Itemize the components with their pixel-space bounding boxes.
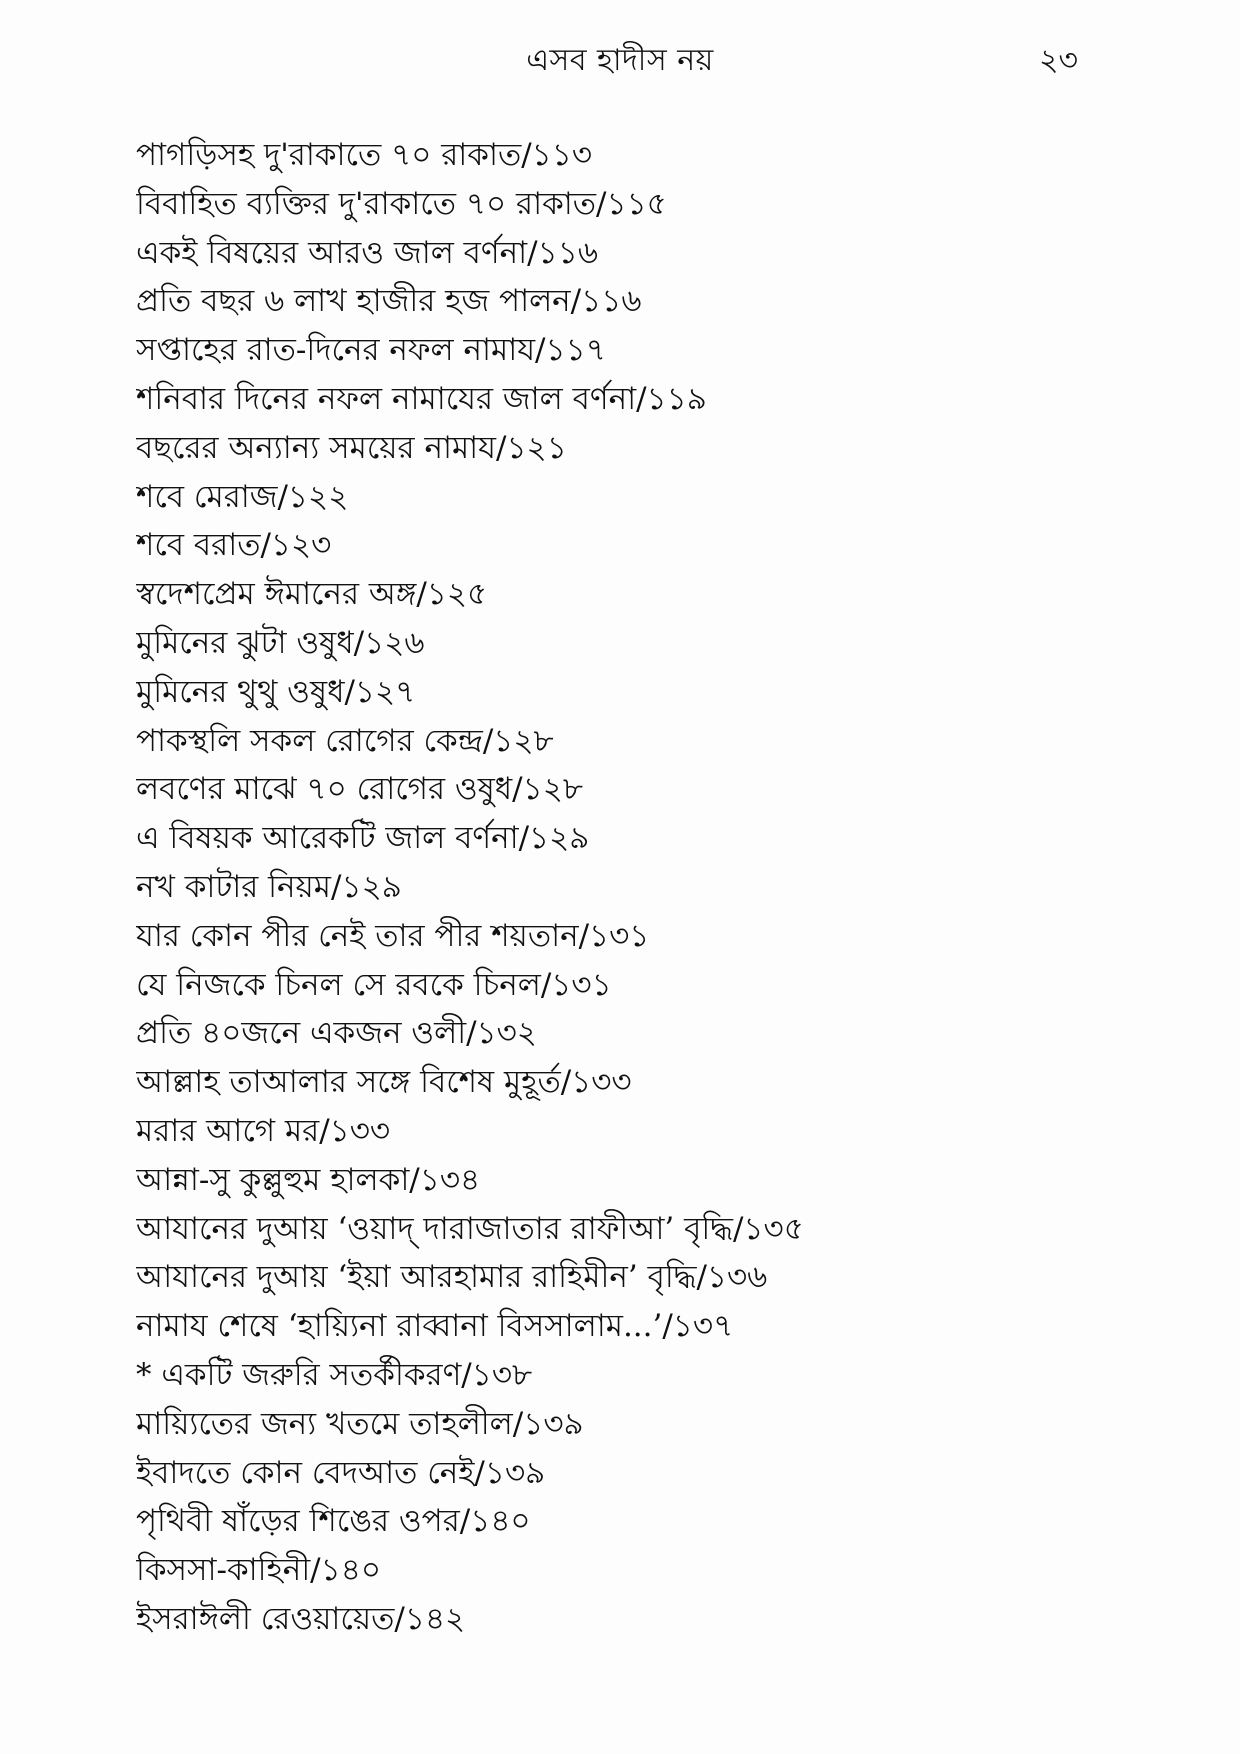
contents-entry: যে নিজকে চিনল সে রবকে চিনল/১৩১ bbox=[136, 966, 612, 1003]
contents-entry: যার কোন পীর নেই তার পীর শয়তান/১৩১ bbox=[136, 917, 650, 954]
contents-entry: ইসরাঈলী রেওয়ায়েত/১৪২ bbox=[136, 1600, 466, 1637]
contents-entry: আন্না-সু কুল্লুহুম হালকা/১৩৪ bbox=[136, 1161, 481, 1198]
contents-entry: মুমিনের থুথু ওষুধ/১২৭ bbox=[136, 673, 416, 710]
contents-entry: মুমিনের ঝুটা ওষুধ/১২৬ bbox=[136, 624, 425, 661]
contents-entry: বছরের অন্যান্য সময়ের নামায/১২১ bbox=[136, 429, 567, 466]
contents-entry: * একটি জরুরি সতর্কীকরণ/১৩৮ bbox=[136, 1356, 533, 1393]
contents-entry: পাকস্থলি সকল রোগের কেন্দ্র/১২৮ bbox=[136, 722, 554, 759]
contents-entry: শনিবার দিনের নফল নামাযের জাল বর্ণনা/১১৯ bbox=[136, 380, 707, 417]
running-header bbox=[0, 36, 1240, 86]
contents-entry: আযানের দুআয় ‘ওয়াদ্‌ দারাজাতার রাফীআ’ বৃদ্ধি/১৩৫ bbox=[136, 1210, 804, 1247]
contents-entry: মরার আগে মর/১৩৩ bbox=[136, 1112, 391, 1149]
contents-entry: সপ্তাহের রাত-দিনের নফল নামায/১১৭ bbox=[136, 332, 606, 369]
contents-entry: লবণের মাঝে ৭০ রোগের ওষুধ/১২৮ bbox=[136, 771, 584, 808]
contents-entry: কিসসা-কাহিনী/১৪০ bbox=[136, 1552, 382, 1589]
contents-entry: নখ কাটার নিয়ম/১২৯ bbox=[136, 868, 402, 905]
contents-entry: বিবাহিত ব্যক্তির দু'রাকাতে ৭০ রাকাত/১১৫ bbox=[136, 185, 667, 222]
contents-list bbox=[136, 131, 1116, 1644]
contents-entry: প্রতি বছর ৬ লাখ হাজীর হজ পালন/১১৬ bbox=[136, 283, 642, 320]
page-number: ২৩ bbox=[1038, 43, 1078, 78]
contents-entry: ইবাদতে কোন বেদআত নেই/১৩৯ bbox=[136, 1454, 546, 1491]
contents-entry: পৃথিবী ষাঁড়ের শিঙের ওপর/১৪০ bbox=[136, 1503, 531, 1540]
contents-entry: নামায শেষে ‘হায়্যিনা রাব্বানা বিসসালাম...’/১৩৭ bbox=[136, 1308, 734, 1345]
running-header-title: এসব হাদীস নয় bbox=[526, 43, 714, 78]
contents-entry: প্রতি ৪০জনে একজন ওলী/১৩২ bbox=[136, 1015, 537, 1052]
contents-entry: আযানের দুআয় ‘ইয়া আরহামার রাহিমীন’ বৃদ্ধি/১৩৬ bbox=[136, 1259, 768, 1296]
contents-entry: পাগড়িসহ দু'রাকাতে ৭০ রাকাত/১১৩ bbox=[136, 137, 593, 173]
contents-entry: শবে বরাত/১২৩ bbox=[136, 527, 332, 564]
contents-entry: মায়্যিতের জন্য খতমে তাহলীল/১৩৯ bbox=[136, 1405, 584, 1442]
contents-entry: এ বিষয়ক আরেকটি জাল বর্ণনা/১২৯ bbox=[136, 820, 590, 857]
contents-entry: শবে মেরাজ/১২২ bbox=[136, 478, 349, 515]
contents-entry: একই বিষয়ের আরও জাল বর্ণনা/১১৬ bbox=[136, 234, 598, 271]
contents-entry: স্বদেশপ্রেম ঈমানের অঙ্গ/১২৫ bbox=[136, 576, 488, 613]
contents-entry: আল্লাহ তাআলার সঙ্গে বিশেষ মুহূর্ত/১৩৩ bbox=[136, 1064, 632, 1101]
